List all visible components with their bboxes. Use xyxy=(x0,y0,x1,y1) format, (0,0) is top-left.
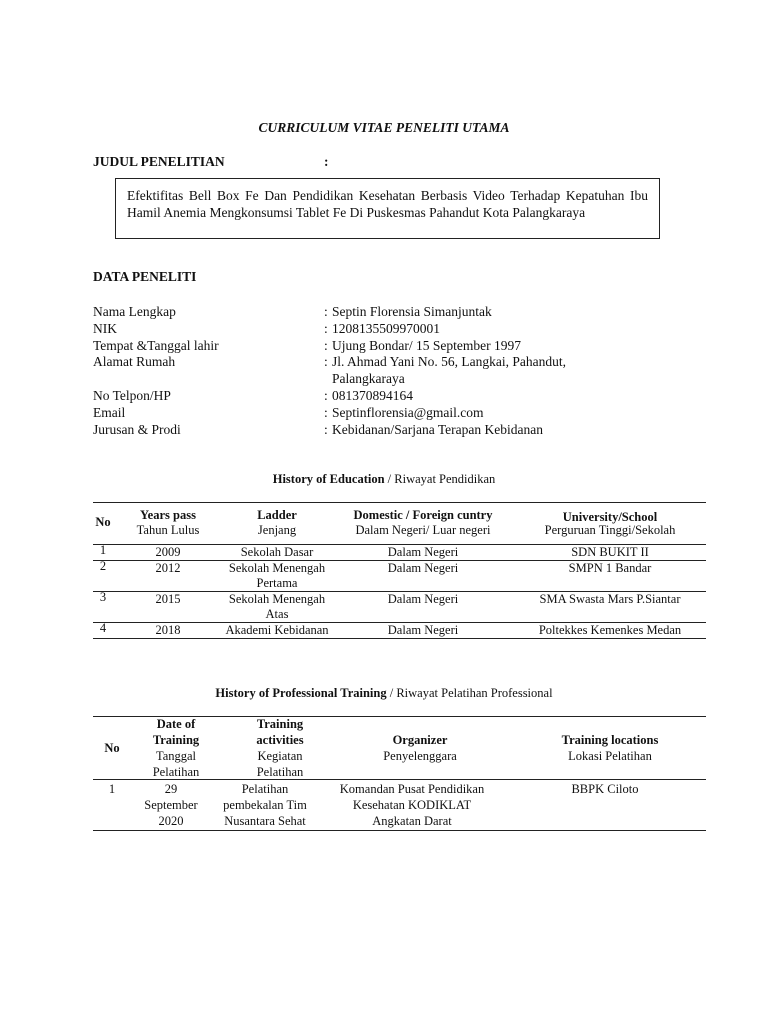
column-header-university: University/School xyxy=(562,510,658,524)
table-cell-activity-line3: Nusantara Sehat xyxy=(224,814,306,828)
column-header-domestic: Domestic / Foreign cuntry xyxy=(353,508,493,522)
field-colon: : xyxy=(324,338,328,353)
table-cell-no: 4 xyxy=(99,621,107,635)
table-cell-ladder-continued: Atas xyxy=(265,607,289,621)
table-cell-organizer-line3: Angkatan Darat xyxy=(372,814,452,828)
table-cell-date: 29 xyxy=(164,782,178,796)
column-header-activity-line2: activities xyxy=(256,733,304,747)
column-header-organizer-id: Penyelenggara xyxy=(383,749,457,763)
field-label: NIK xyxy=(93,321,117,336)
document-title: CURRICULUM VITAE PENELITI UTAMA xyxy=(258,120,510,135)
column-header-date-id: Tanggal xyxy=(155,749,197,763)
table-cell-year: 2009 xyxy=(155,545,181,559)
table-cell-no: 2 xyxy=(99,559,107,573)
caption-rest: / Riwayat Pendidikan xyxy=(384,472,496,486)
table-cell-domestic: Dalam Negeri xyxy=(387,561,459,575)
table-cell-activity: Pelatihan xyxy=(241,782,289,796)
table-cell-ladder-continued: Pertama xyxy=(256,576,298,590)
field-value: 081370894164 xyxy=(332,388,413,403)
field-value: 1208135509970001 xyxy=(332,321,440,336)
table-rule xyxy=(93,779,706,780)
researcher-data-heading: DATA PENELITI xyxy=(93,269,197,284)
table-cell-location: BBPK Ciloto xyxy=(571,782,639,796)
field-colon: : xyxy=(324,422,328,437)
column-header-location-id: Lokasi Pelatihan xyxy=(568,749,652,763)
field-label: No Telpon/HP xyxy=(93,388,171,403)
table-cell-ladder: Sekolah Menengah xyxy=(228,592,326,606)
table-cell-domestic: Dalam Negeri xyxy=(387,592,459,606)
research-title-colon: : xyxy=(324,154,329,169)
table-cell-year: 2015 xyxy=(155,592,181,606)
table-cell-school: SMA Swasta Mars P.Siantar xyxy=(539,592,681,606)
column-header-date-line2: Training xyxy=(152,733,200,747)
column-header-date: Date of xyxy=(156,717,196,731)
column-header-domestic-id: Dalam Negeri/ Luar negeri xyxy=(355,523,491,537)
table-cell-date-line3: 2020 xyxy=(158,814,184,828)
research-title-box: Efektifitas Bell Box Fe Dan Pendidikan Kesehatan Berbasis Video Terhadap Kepatuhan Ibu Hamil Anemia Mengkonsumsi Tablet Fe Di Puskesmas Pahandut Kota Palangkaraya xyxy=(115,178,660,239)
training-table-caption xyxy=(0,686,768,701)
table-rule xyxy=(93,830,706,831)
column-header-ladder-id: Jenjang xyxy=(257,523,297,537)
table-cell-ladder: Sekolah Menengah xyxy=(228,561,326,575)
table-cell-domestic: Dalam Negeri xyxy=(387,623,459,637)
field-label: Tempat &Tanggal lahir xyxy=(93,338,219,353)
column-header-activity-id: Kegiatan xyxy=(257,749,303,763)
column-header-years-id: Tahun Lulus xyxy=(136,523,200,537)
field-label: Email xyxy=(93,405,126,420)
table-cell-no: 3 xyxy=(99,590,107,604)
table-cell-domestic: Dalam Negeri xyxy=(387,545,459,559)
field-label: Nama Lengkap xyxy=(93,304,176,319)
caption-rest: / Riwayat Pelatihan Professional xyxy=(386,686,553,700)
table-rule xyxy=(93,502,706,503)
field-value: Kebidanan/Sarjana Terapan Kebidanan xyxy=(332,422,543,437)
field-colon: : xyxy=(324,304,328,319)
field-label: Alamat Rumah xyxy=(93,354,176,369)
column-header-ladder: Ladder xyxy=(257,508,297,522)
field-value: Jl. Ahmad Yani No. 56, Langkai, Pahandut, xyxy=(332,354,566,369)
field-colon: : xyxy=(324,354,328,369)
column-header-no: No xyxy=(95,515,111,529)
field-value: Septinflorensia@gmail.com xyxy=(332,405,484,420)
research-title-label: JUDUL PENELITIAN xyxy=(93,154,225,169)
column-header-years: Years pass xyxy=(140,508,196,522)
field-colon: : xyxy=(324,388,328,403)
column-header-no: No xyxy=(104,741,120,755)
table-cell-organizer: Komandan Pusat Pendidikan xyxy=(339,782,485,796)
table-cell-activity-line2: pembekalan Tim xyxy=(223,798,307,812)
table-cell-school: SMPN 1 Bandar xyxy=(568,561,652,575)
column-header-organizer: Organizer xyxy=(392,733,448,747)
table-cell-school: SDN BUKIT II xyxy=(571,545,649,559)
column-header-date-id-line2: Pelatihan xyxy=(152,765,200,779)
field-value: Ujung Bondar/ 15 September 1997 xyxy=(332,338,521,353)
table-cell-organizer-line2: Kesehatan KODIKLAT xyxy=(352,798,472,812)
column-header-location: Training locations xyxy=(561,733,659,747)
table-cell-date-line2: September xyxy=(144,798,198,812)
table-cell-ladder: Sekolah Dasar xyxy=(240,545,314,559)
field-colon: : xyxy=(324,321,328,336)
table-cell-school: Poltekkes Kemenkes Medan xyxy=(538,623,682,637)
field-value: Septin Florensia Simanjuntak xyxy=(332,304,492,319)
column-header-activity: Training xyxy=(256,717,304,731)
table-cell-no: 1 xyxy=(108,782,116,796)
table-cell-no: 1 xyxy=(99,543,107,557)
field-label: Jurusan & Prodi xyxy=(93,422,181,437)
table-rule xyxy=(93,638,706,639)
table-cell-year: 2018 xyxy=(155,623,181,637)
table-cell-ladder: Akademi Kebidanan xyxy=(225,623,329,637)
column-header-activity-id-line2: Pelatihan xyxy=(256,765,304,779)
education-table-caption xyxy=(0,472,768,487)
caption-bold: History of Education xyxy=(272,472,385,486)
field-value-continued: Palangkaraya xyxy=(332,371,405,386)
caption-bold: History of Professional Training xyxy=(215,686,387,700)
field-colon: : xyxy=(324,405,328,420)
table-cell-year: 2012 xyxy=(155,561,181,575)
column-header-university-id: Perguruan Tinggi/Sekolah xyxy=(544,523,676,537)
